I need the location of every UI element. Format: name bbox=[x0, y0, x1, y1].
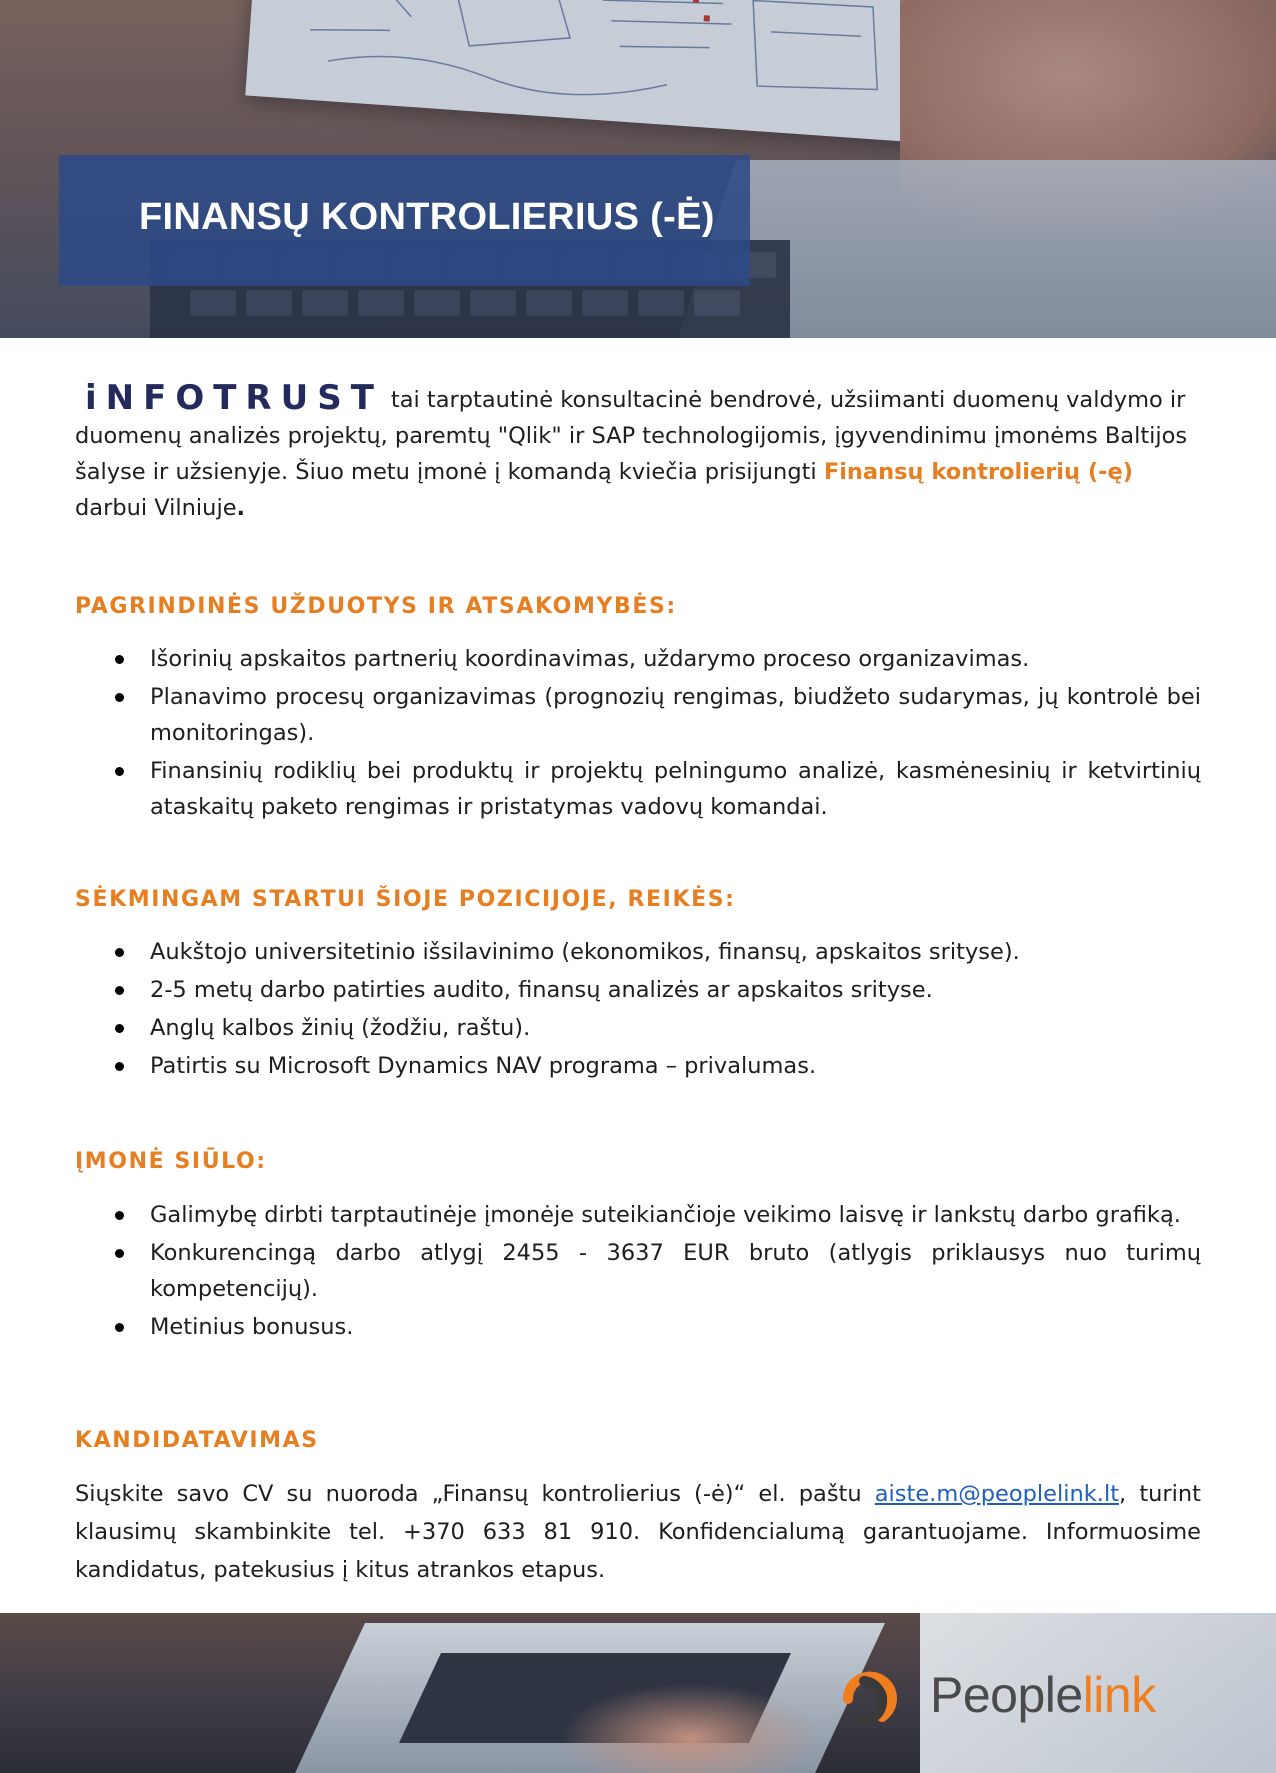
offer-heading: ĮMONĖ SIŪLO: bbox=[75, 1149, 267, 1174]
intro-end-mark: . bbox=[236, 495, 246, 521]
list-item: Planavimo procesų organizavimas (prognozių rengimas, biudžeto sudarymas, jų kontrolė bei monitoringas). bbox=[75, 679, 1201, 751]
apply-text-end: , turint klausimų skambinkite tel. +370 633 81 910. Konfidencialumą garantuojame. Informuosime kandidatus, patekusius į kitus atrankos etapus. bbox=[75, 1481, 1201, 1583]
duties-heading: PAGRINDINĖS UŽDUOTYS IR ATSAKOMYBĖS: bbox=[75, 594, 677, 619]
peoplelink-wordmark bbox=[930, 1666, 1156, 1724]
intro-block bbox=[75, 380, 1201, 526]
apply-text: Siųskite savo CV su nuoroda „Finansų kontrolierius (-ė)“ el. paštu bbox=[75, 1481, 875, 1507]
list-item: Aukštojo universitetinio išsilavinimo (ekonomikos, finansų, apskaitos srityse). bbox=[75, 934, 1201, 970]
intro-paragraph bbox=[75, 380, 1201, 526]
list-item: Finansinių rodiklių bei produktų ir projektų pelningumo analizė, kasmėnesinių ir ketvirtinių ataskaitų paketo rengimas ir pristatymas vadovų komandai. bbox=[75, 753, 1201, 825]
peoplelink-logo bbox=[830, 1655, 1156, 1735]
footer-hand-image bbox=[560, 1683, 820, 1773]
peoplelink-icon bbox=[830, 1655, 920, 1735]
list-item: Išorinių apskaitos partnerių koordinavimas, uždarymo proceso organizavimas. bbox=[75, 641, 1201, 677]
list-item: Metinius bonusus. bbox=[75, 1309, 1201, 1345]
requirements-list bbox=[75, 934, 1201, 1086]
list-item: Anglų kalbos žinių (žodžiu, raštu). bbox=[75, 1010, 1201, 1046]
header-photo bbox=[0, 0, 1276, 338]
list-item: Patirtis su Microsoft Dynamics NAV programa – privalumas. bbox=[75, 1048, 1201, 1084]
title-banner bbox=[59, 155, 750, 286]
list-item: Konkurencingą darbo atlygį 2455 - 3637 EUR bruto (atlygis priklausys nuo turimų kompetencijų). bbox=[75, 1235, 1201, 1307]
apply-heading: KANDIDATAVIMAS bbox=[75, 1428, 319, 1453]
intro-text: tai tarptautinė konsultacinė bendrovė, užsiimanti duomenų valdymo ir duomenų analizės projektų, paremtų "Qlik" ir SAP technologijomis, įgyvendinimu įmonėms Baltijos šalyse ir užsienyje. Šiuo metu įmonė į komandą kviečia prisijungti bbox=[75, 387, 1188, 485]
list-item: Galimybę dirbti tarptautinėje įmonėje suteikiančioje veikimo laisvę ir lankstų darbo grafiką. bbox=[75, 1197, 1201, 1233]
duties-list bbox=[75, 641, 1201, 827]
list-item: 2-5 metų darbo patirties audito, finansų analizės ar apskaitos srityse. bbox=[75, 972, 1201, 1008]
offer-list bbox=[75, 1197, 1201, 1347]
brand-link: link bbox=[1082, 1667, 1156, 1723]
brand-people: People bbox=[930, 1667, 1083, 1723]
infotrust-logo: iNFOTRUST bbox=[85, 378, 383, 418]
page-title: FINANSŲ KONTROLIERIUS (-Ė) bbox=[139, 196, 715, 238]
intro-highlight: Finansų kontrolierių (-ę) bbox=[823, 459, 1134, 485]
email-link[interactable]: aiste.m@peoplelink.lt bbox=[874, 1481, 1120, 1507]
apply-paragraph bbox=[75, 1475, 1201, 1589]
requirements-heading: SĖKMINGAM STARTUI ŠIOJE POZICIJOJE, REIKĖS: bbox=[75, 887, 736, 912]
intro-text-end: darbui Vilniuje bbox=[75, 495, 237, 521]
